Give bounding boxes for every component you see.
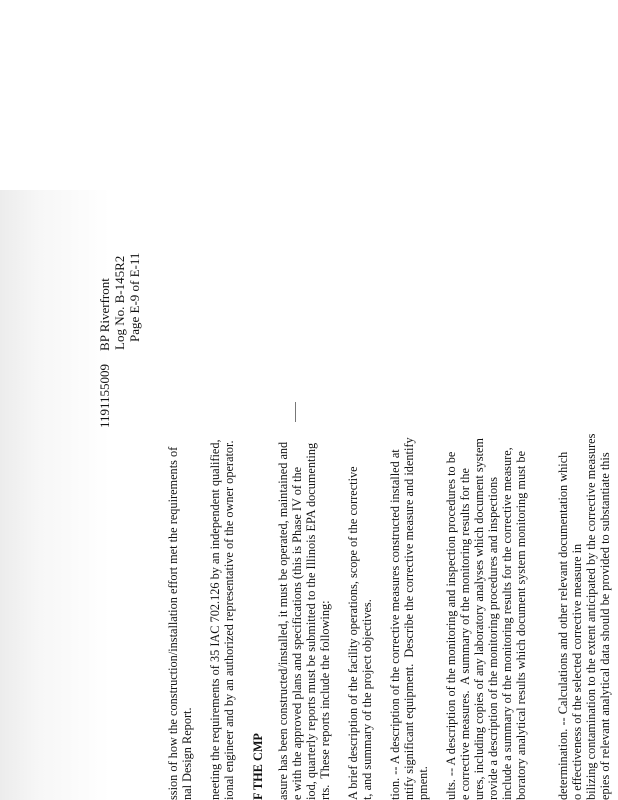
body-line: include a summary of the monitoring results for the corrective measure, — [500, 447, 514, 800]
body-line: pment. — [416, 766, 430, 800]
body-line: ntify significant equipment. Describe the corrective measure and identify — [402, 437, 416, 800]
body-line: bilizing contamination to the extent anticipated by the corrective measures — [584, 433, 598, 800]
body-line: tion. -- A description of the corrective measures constructed installed at — [388, 449, 402, 800]
body-line: ults. -- A description of the monitoring and inspection procedures to be — [444, 451, 458, 800]
body-line: rts. These reports include the following: — [318, 600, 332, 800]
page-number: Page E-9 of E-11 — [127, 252, 142, 342]
body-line: rovide a description of the monitoring procedures and inspections — [486, 476, 500, 800]
body-line: ssion of how the construction/installation effort met the requirements of — [166, 446, 180, 800]
body-line: iod, quarterly reports must be submitted to the Illinois EPA documenting — [304, 442, 318, 800]
body-line: determination. -- Calculations and other relevant documentation which — [556, 451, 570, 800]
body-line: ures, including copies of any laboratory analyses which document system — [472, 438, 486, 800]
body-line: nal Design Report. — [180, 707, 194, 800]
body-line: e corrective measures. A summary of the monitoring results for the — [458, 468, 472, 800]
doc-id: 1191155009 BP Riverfront — [97, 278, 112, 428]
body-line: A brief description of the facility operations, scope of the corrective — [346, 466, 360, 800]
body-line: ional engineer and by an authorized representative of the owner operator. — [222, 440, 236, 800]
body-line: t, and summary of the project objectives. — [360, 599, 374, 800]
body-line: o effectiveness of the selected corrective measure in — [570, 543, 584, 800]
body-line: epies of relevant analytical data should be provided to substantiate this — [598, 452, 612, 800]
body-line: e with the approved plans and specifications (this is Phase IV of the — [290, 466, 304, 800]
body-line: boratory analytical results which document system monitoring must be — [514, 450, 528, 800]
body-line: neeting the requirements of 35 IAC 702.126 by an independent qualified, — [208, 439, 222, 800]
body-line: asure has been constructed/installed, it must be operated, maintained and — [276, 441, 290, 800]
section-heading: F THE CMP — [251, 733, 265, 800]
log-number: Log No. B-145R2 — [112, 255, 127, 350]
